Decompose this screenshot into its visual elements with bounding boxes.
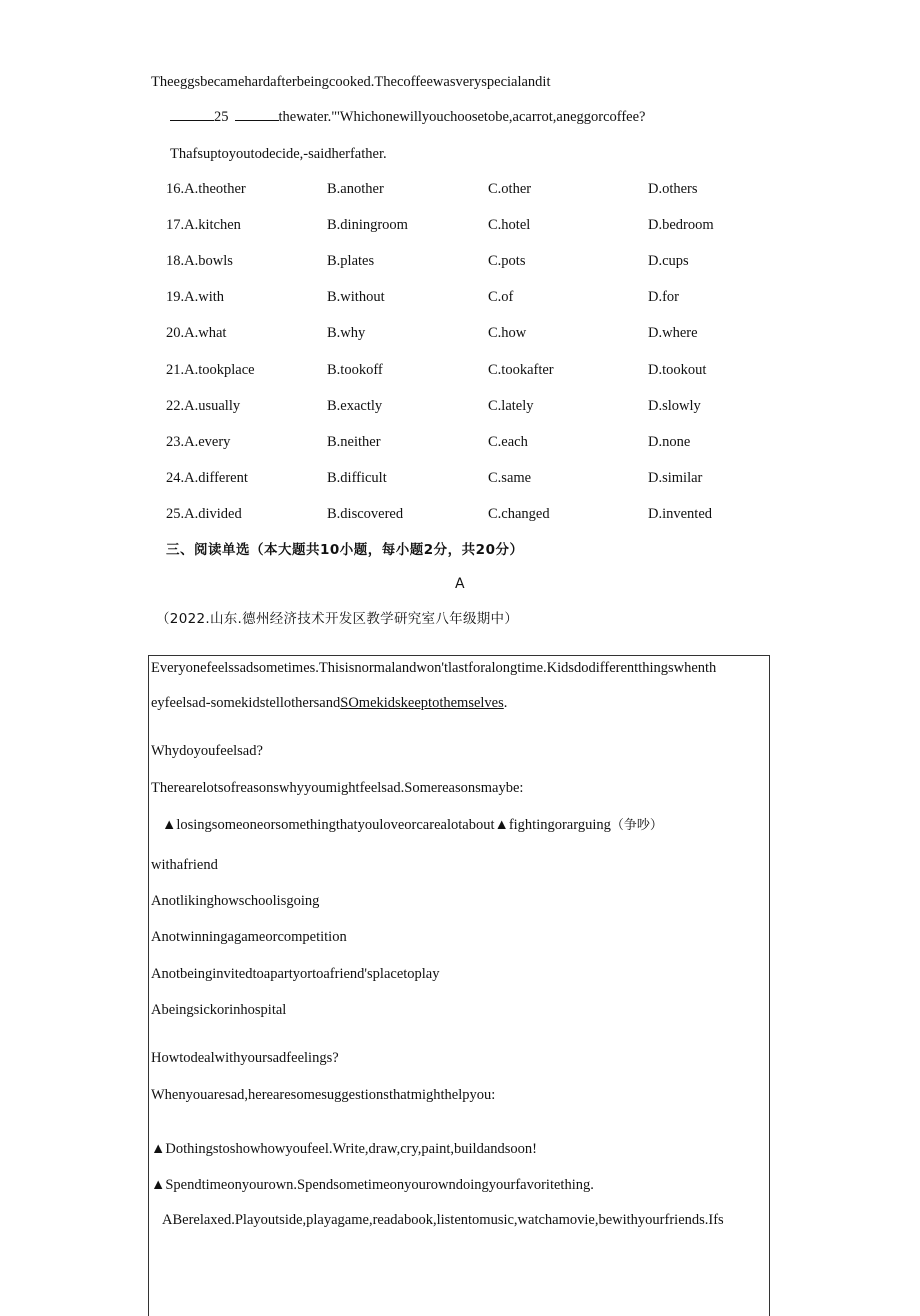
suggestion-3: ABerelaxed.Playoutside,playagame,readabook,listentomusic,watchamovie,bewithyourfriends.Ifs <box>162 1212 724 1228</box>
passage-p1-line1: Everyonefeelssadsometimes.Thisisnormalandwon'tlastforalongtime.Kidsdodifferentthingswhenth <box>151 660 717 676</box>
option-b: B.why <box>327 325 366 341</box>
blank-line-right <box>235 107 279 121</box>
option-d: D.others <box>648 181 698 197</box>
option-row <box>0 468 920 488</box>
story-line-2 <box>170 107 645 127</box>
option-b: B.without <box>327 289 385 305</box>
section-heading: 三、阅读单选（本大题共10小题，每小题2分，共20分） <box>166 542 524 558</box>
option-c: C.hotel <box>488 217 531 233</box>
option-d: D.tookout <box>648 362 707 378</box>
passage-label: A <box>455 576 465 592</box>
option-b: B.difficult <box>327 470 387 486</box>
option-a: 16.A.theother <box>166 181 246 197</box>
passage-p1-line2-end: . <box>503 695 508 711</box>
option-row <box>0 287 920 307</box>
option-c: C.lately <box>488 398 534 414</box>
option-b: B.tookoff <box>327 362 383 378</box>
option-c: C.same <box>488 470 532 486</box>
suggestion-1: ▲Dothingstoshowhowyoufeel.Write,draw,cry,paint,buildandsoon! <box>151 1141 537 1157</box>
option-b: B.exactly <box>327 398 383 414</box>
reason-1-continued: withafriend <box>151 857 218 873</box>
suggestion-2: ▲Spendtimeonyourown.Spendsometimeonyourowndoingyourfavoritething. <box>151 1177 594 1193</box>
option-d: D.cups <box>648 253 689 269</box>
reason-1-chinese-note: （争吵） <box>610 818 663 833</box>
question-why-sad: Whydoyoufeelsad? <box>151 743 263 759</box>
option-row <box>0 215 920 235</box>
option-b: B.another <box>327 181 384 197</box>
reason-2: Anotlikinghowschoolisgoing <box>151 893 320 909</box>
blank-line-left <box>170 107 214 121</box>
option-row <box>0 396 920 416</box>
option-row <box>0 179 920 199</box>
option-c: C.pots <box>488 253 526 269</box>
option-a: 23.A.every <box>166 434 231 450</box>
option-a: 21.A.tookplace <box>166 362 255 378</box>
reason-3: Anotwinningagameorcompetition <box>151 929 347 945</box>
story-line-3: Thafsuptoyoutodecide,-saidherfather. <box>170 146 387 162</box>
blank-number: 25 <box>214 109 229 125</box>
option-row <box>0 360 920 380</box>
option-a: 20.A.what <box>166 325 227 341</box>
story-line-2-text: thewater."'Whichonewillyouchoosetobe,acarrot,aneggorcoffee? <box>278 109 646 125</box>
underlined-phrase: SOmekidskeeptothemselves <box>340 695 504 711</box>
option-b: B.discovered <box>327 506 404 522</box>
option-d: D.where <box>648 325 698 341</box>
option-d: D.bedroom <box>648 217 714 233</box>
reason-1-text: ▲losingsomeoneorsomethingthatyouloveorcarealotabout▲fightingorarguing <box>162 817 611 833</box>
option-a: 17.A.kitchen <box>166 217 241 233</box>
option-a: 19.A.with <box>166 289 224 305</box>
option-row <box>0 251 920 271</box>
passage-p1-line2-start: eyfeelsad-somekidstellothersand <box>151 695 341 711</box>
option-d: D.slowly <box>648 398 701 414</box>
option-c: C.other <box>488 181 532 197</box>
suggestions-intro: Whenyouaresad,herearesomesuggestionsthatmighthelpyou: <box>151 1087 496 1103</box>
option-a: 25.A.divided <box>166 506 242 522</box>
option-d: D.none <box>648 434 691 450</box>
option-a: 24.A.different <box>166 470 248 486</box>
option-d: D.invented <box>648 506 713 522</box>
option-a: 22.A.usually <box>166 398 241 414</box>
option-c: C.how <box>488 325 527 341</box>
option-row <box>0 432 920 452</box>
passage-p1-line2 <box>151 693 507 713</box>
option-d: D.similar <box>648 470 703 486</box>
option-c: C.each <box>488 434 528 450</box>
option-a: 18.A.bowls <box>166 253 233 269</box>
source-line: （2022.山东.德州经济技术开发区教学研究室八年级期中） <box>156 611 519 627</box>
option-d: D.for <box>648 289 680 305</box>
question-how-deal: Howtodealwithyoursadfeelings? <box>151 1050 339 1066</box>
option-c: C.of <box>488 289 514 305</box>
reasons-intro: Therearelotsofreasonswhyyoumightfeelsad.Somereasonsmaybe: <box>151 780 524 796</box>
reason-1 <box>162 815 663 836</box>
option-row <box>0 323 920 343</box>
option-row <box>0 504 920 524</box>
option-b: B.diningroom <box>327 217 408 233</box>
reason-5: Abeingsickorinhospital <box>151 1002 287 1018</box>
reason-4: Anotbeinginvitedtoapartyortoafriend'splacetoplay <box>151 966 440 982</box>
option-b: B.neither <box>327 434 381 450</box>
option-c: C.changed <box>488 506 550 522</box>
option-c: C.tookafter <box>488 362 554 378</box>
option-b: B.plates <box>327 253 375 269</box>
story-line-1: Theeggsbecamehardafterbeingcooked.Thecoffeewasveryspecialandit <box>151 74 551 90</box>
